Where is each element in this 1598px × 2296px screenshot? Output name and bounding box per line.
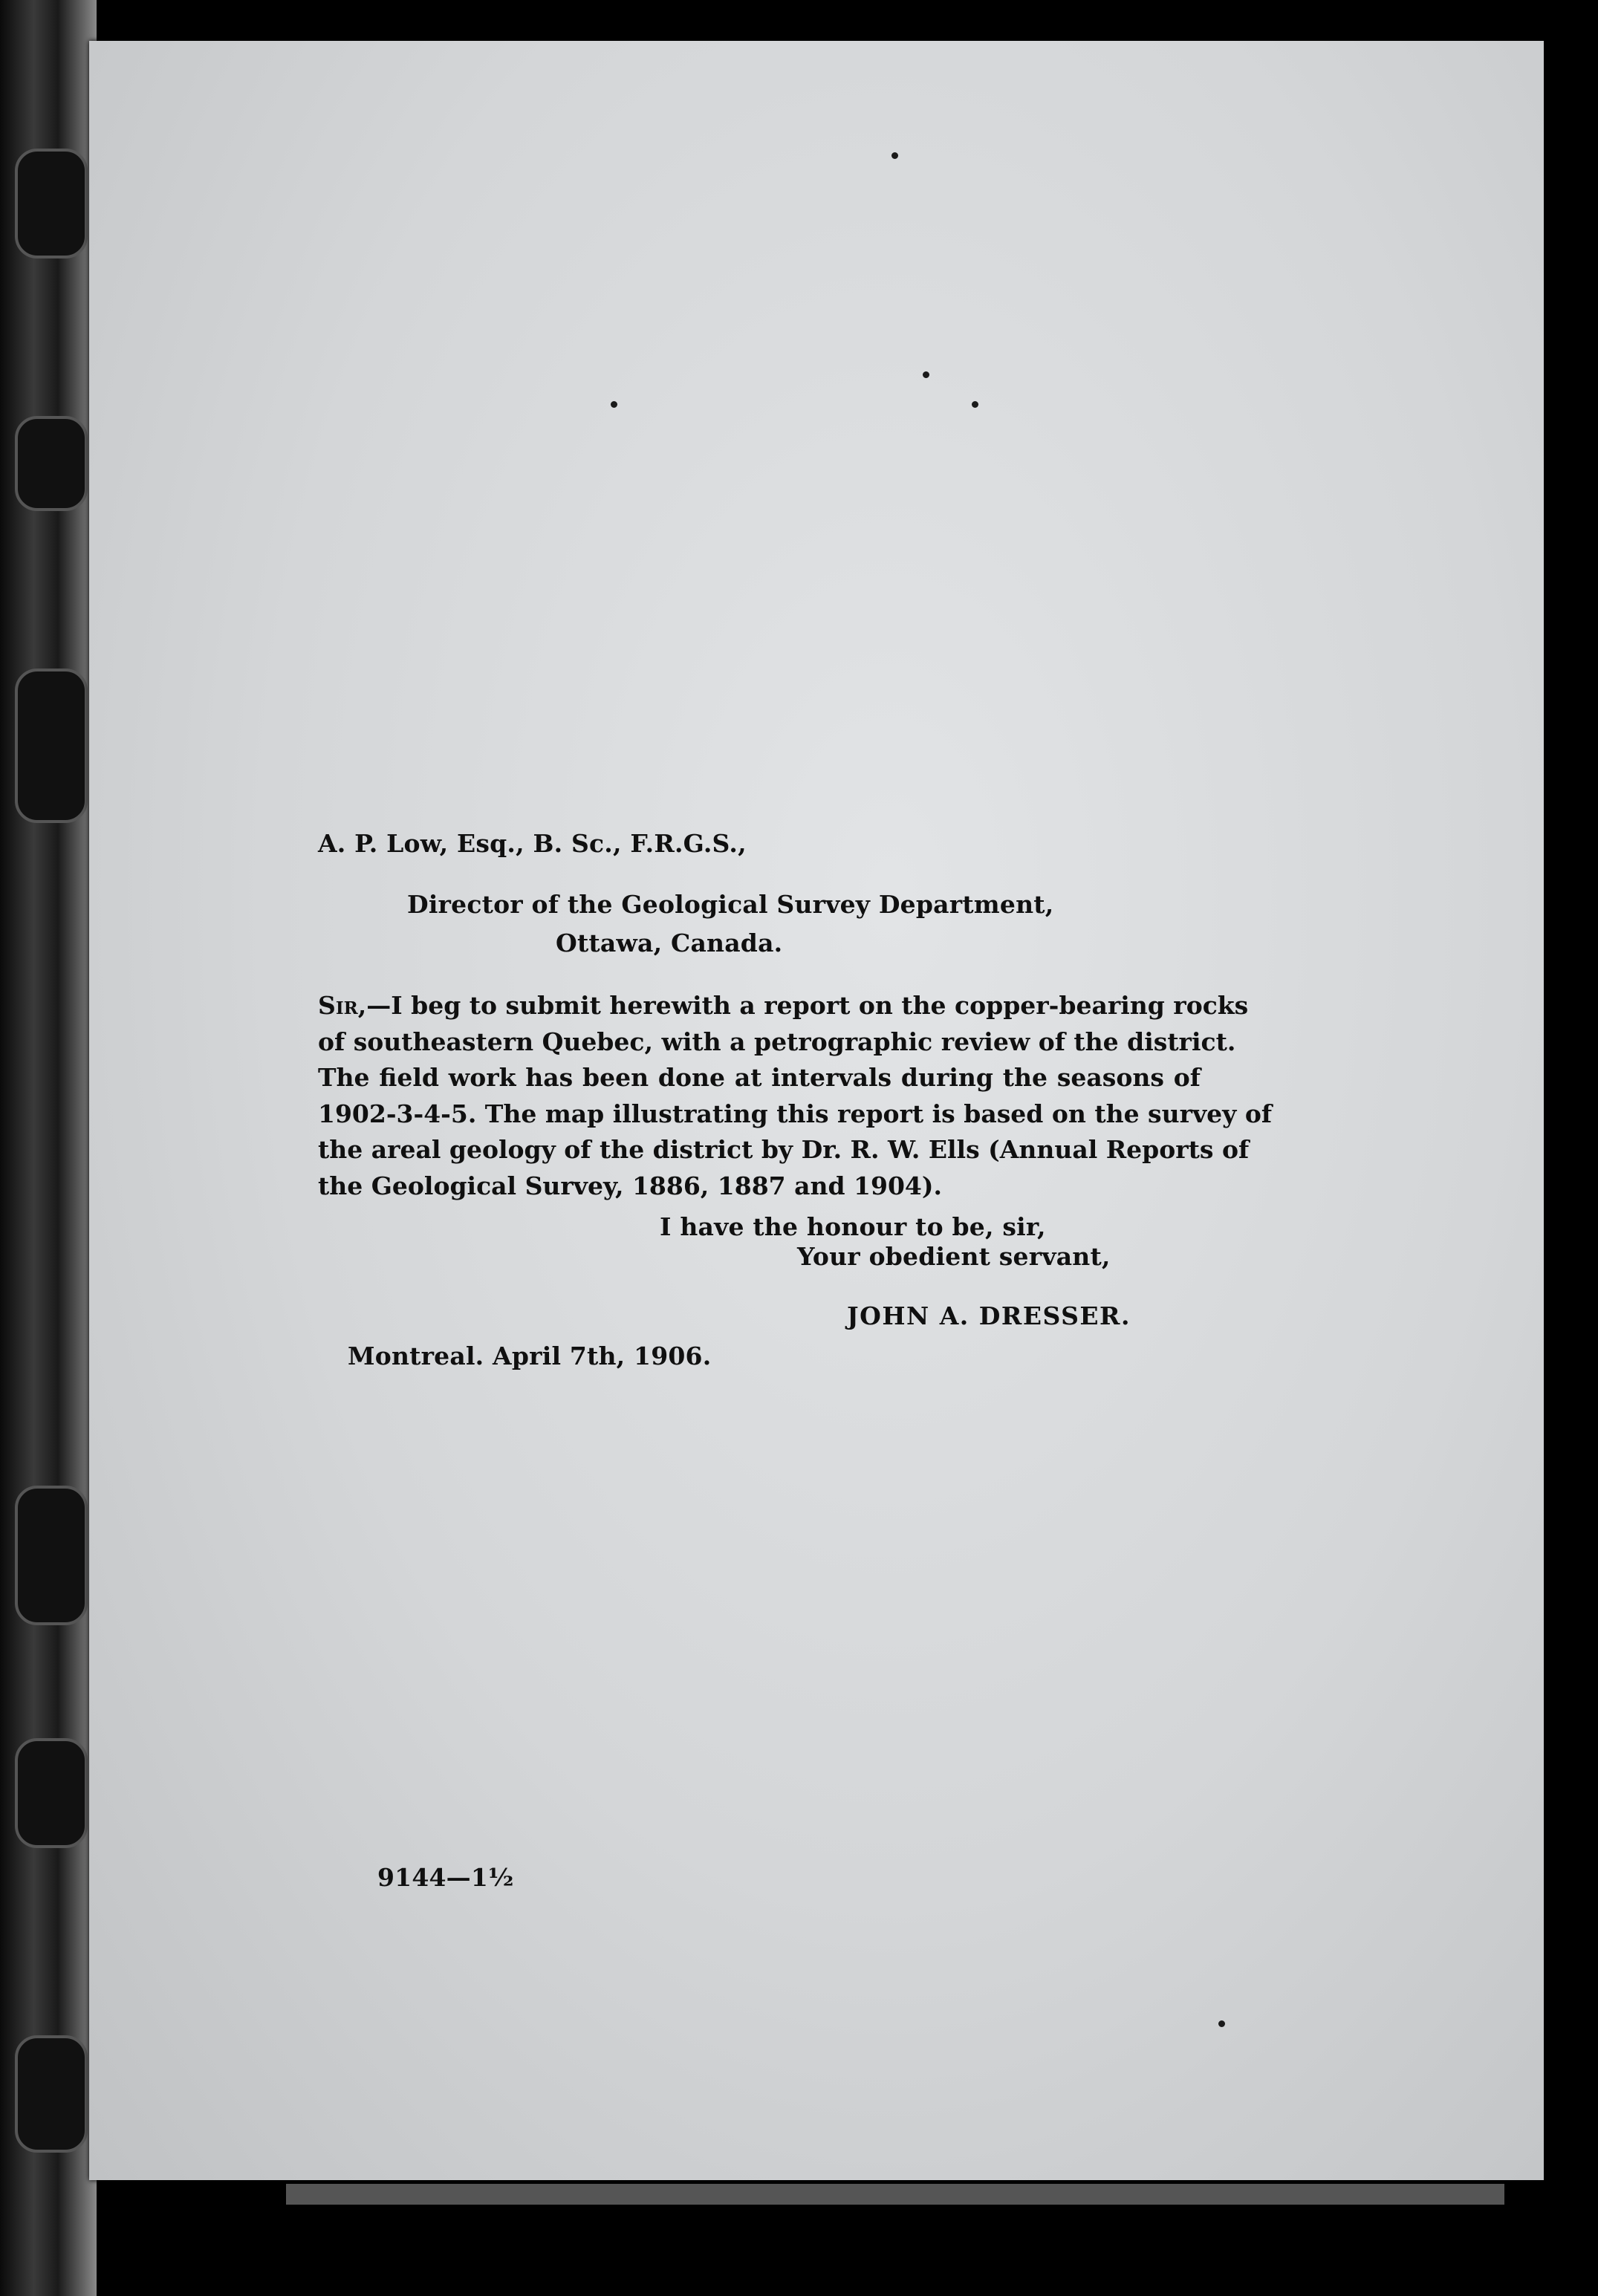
body-line-5: the areal geology of the district by Dr. R. W. Ells (Annual Reports of xyxy=(318,1135,1250,1164)
body-line-3: The field work has been done at intervals during the seasons of xyxy=(318,1063,1201,1092)
signature: JOHN A. DRESSER. xyxy=(847,1301,1131,1330)
binding-hole xyxy=(15,1738,88,1848)
ink-speck xyxy=(891,152,898,159)
binding-hole xyxy=(15,669,88,823)
ink-speck xyxy=(611,401,617,408)
closing-line-2: Your obedient servant, xyxy=(797,1242,1111,1271)
salutation: Sir, xyxy=(318,991,367,1020)
body-line-1 xyxy=(318,988,1249,1024)
letter-body xyxy=(318,988,1273,1204)
body-line-6: the Geological Survey, 1886, 1887 and 1904). xyxy=(318,1171,942,1200)
binding-hole xyxy=(15,149,88,258)
ink-speck xyxy=(1218,2020,1225,2027)
binding-hole xyxy=(15,2035,88,2153)
binding-hole xyxy=(15,1486,88,1625)
ink-speck xyxy=(972,401,978,408)
body-line-4: 1902-3-4-5. The map illustrating this report is based on the survey of xyxy=(318,1099,1273,1128)
body-line-text: —I beg to submit herewith a report on the copper-bearing rocks xyxy=(366,991,1249,1020)
dateline: Montreal. April 7th, 1906. xyxy=(348,1341,712,1370)
signature-mark: 9144—1½ xyxy=(377,1863,514,1892)
book-spine xyxy=(0,0,97,2296)
addressee-title: Director of the Geological Survey Department, xyxy=(407,890,1054,919)
closing-line-1: I have the honour to be, sir, xyxy=(660,1212,1046,1241)
binding-hole xyxy=(15,416,88,511)
body-line-2: of southeastern Quebec, with a petrographic review of the district. xyxy=(318,1027,1236,1056)
addressee-line: A. P. Low, Esq., B. Sc., F.R.G.S., xyxy=(318,829,747,858)
page-bottom-edge xyxy=(286,2184,1504,2205)
ink-speck xyxy=(923,371,929,378)
addressee-location: Ottawa, Canada. xyxy=(556,929,783,957)
